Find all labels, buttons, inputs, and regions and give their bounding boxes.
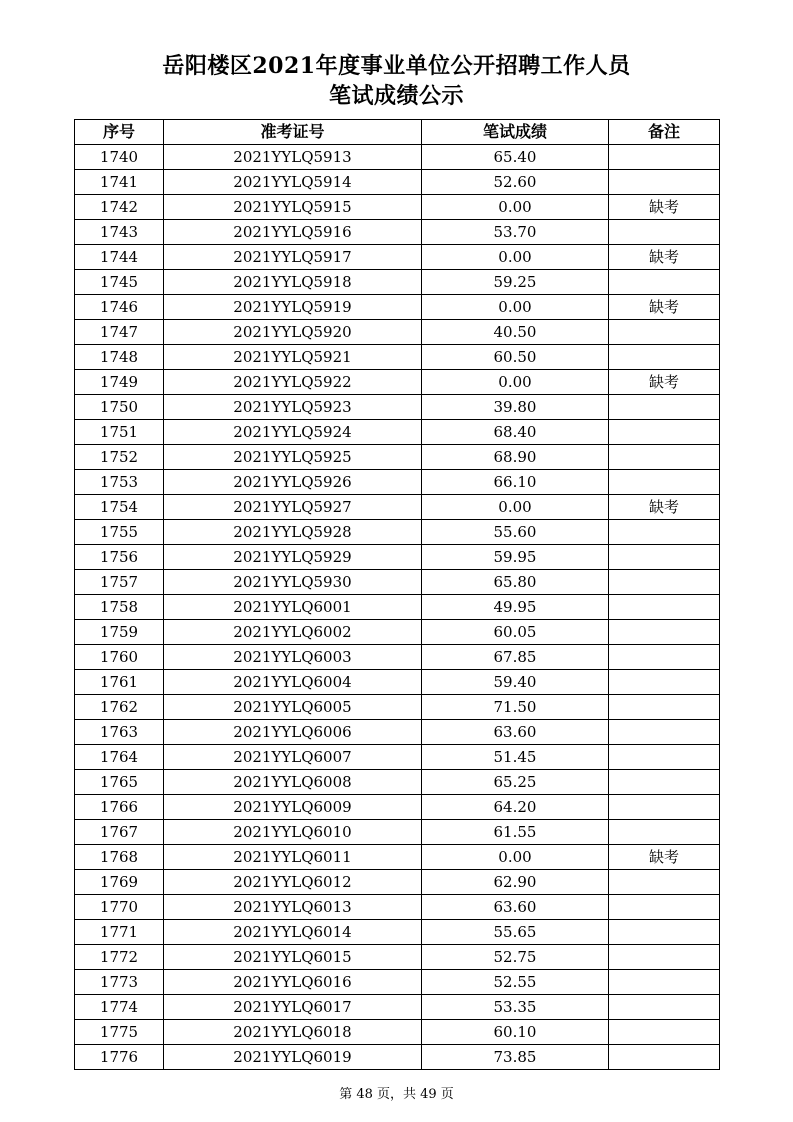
cell-score: 63.60 <box>422 895 609 920</box>
cell-seq: 1751 <box>75 420 164 445</box>
table-row <box>75 770 720 795</box>
cell-score: 65.80 <box>422 570 609 595</box>
cell-seq: 1773 <box>75 970 164 995</box>
table-row <box>75 195 720 220</box>
cell-score: 53.70 <box>422 220 609 245</box>
table-row <box>75 745 720 770</box>
cell-score: 59.95 <box>422 545 609 570</box>
cell-seq: 1757 <box>75 570 164 595</box>
cell-note <box>609 395 720 420</box>
cell-seq: 1744 <box>75 245 164 270</box>
cell-exam-id: 2021YYLQ6007 <box>164 745 422 770</box>
cell-score: 65.25 <box>422 770 609 795</box>
cell-exam-id: 2021YYLQ5927 <box>164 495 422 520</box>
cell-exam-id: 2021YYLQ5923 <box>164 395 422 420</box>
cell-exam-id: 2021YYLQ6008 <box>164 770 422 795</box>
cell-score: 49.95 <box>422 595 609 620</box>
header-note: 备注 <box>609 120 720 145</box>
table-row <box>75 570 720 595</box>
cell-score: 65.40 <box>422 145 609 170</box>
cell-seq: 1771 <box>75 920 164 945</box>
cell-score: 60.10 <box>422 1020 609 1045</box>
cell-seq: 1752 <box>75 445 164 470</box>
cell-score: 0.00 <box>422 295 609 320</box>
cell-score: 55.65 <box>422 920 609 945</box>
scores-table <box>74 119 720 1070</box>
cell-exam-id: 2021YYLQ5930 <box>164 570 422 595</box>
cell-score: 0.00 <box>422 845 609 870</box>
cell-note <box>609 220 720 245</box>
cell-score: 0.00 <box>422 245 609 270</box>
cell-score: 73.85 <box>422 1045 609 1070</box>
cell-exam-id: 2021YYLQ5916 <box>164 220 422 245</box>
cell-score: 52.60 <box>422 170 609 195</box>
cell-note <box>609 945 720 970</box>
cell-seq: 1741 <box>75 170 164 195</box>
cell-score: 0.00 <box>422 195 609 220</box>
cell-exam-id: 2021YYLQ5925 <box>164 445 422 470</box>
cell-score: 52.75 <box>422 945 609 970</box>
table-row <box>75 645 720 670</box>
cell-seq: 1759 <box>75 620 164 645</box>
cell-seq: 1766 <box>75 795 164 820</box>
cell-exam-id: 2021YYLQ5915 <box>164 195 422 220</box>
cell-note <box>609 445 720 470</box>
cell-note <box>609 970 720 995</box>
cell-note <box>609 470 720 495</box>
cell-seq: 1758 <box>75 595 164 620</box>
table-header-row <box>75 120 720 145</box>
cell-exam-id: 2021YYLQ5914 <box>164 170 422 195</box>
cell-score: 59.25 <box>422 270 609 295</box>
cell-exam-id: 2021YYLQ5918 <box>164 270 422 295</box>
cell-exam-id: 2021YYLQ5924 <box>164 420 422 445</box>
table-row <box>75 820 720 845</box>
cell-seq: 1742 <box>75 195 164 220</box>
cell-seq: 1775 <box>75 1020 164 1045</box>
cell-score: 51.45 <box>422 745 609 770</box>
cell-exam-id: 2021YYLQ6016 <box>164 970 422 995</box>
cell-score: 60.05 <box>422 620 609 645</box>
cell-score: 39.80 <box>422 395 609 420</box>
cell-seq: 1749 <box>75 370 164 395</box>
table-row <box>75 995 720 1020</box>
cell-exam-id: 2021YYLQ5913 <box>164 145 422 170</box>
cell-score: 66.10 <box>422 470 609 495</box>
table-row <box>75 545 720 570</box>
cell-exam-id: 2021YYLQ6015 <box>164 945 422 970</box>
cell-seq: 1763 <box>75 720 164 745</box>
header-seq: 序号 <box>75 120 164 145</box>
cell-note <box>609 570 720 595</box>
cell-seq: 1776 <box>75 1045 164 1070</box>
cell-seq: 1743 <box>75 220 164 245</box>
cell-score: 61.55 <box>422 820 609 845</box>
table-row <box>75 495 720 520</box>
cell-score: 55.60 <box>422 520 609 545</box>
cell-score: 40.50 <box>422 320 609 345</box>
cell-exam-id: 2021YYLQ5917 <box>164 245 422 270</box>
table-row <box>75 670 720 695</box>
cell-seq: 1740 <box>75 145 164 170</box>
table-row <box>75 1020 720 1045</box>
cell-seq: 1761 <box>75 670 164 695</box>
cell-note: 缺考 <box>609 845 720 870</box>
cell-note <box>609 170 720 195</box>
cell-score: 64.20 <box>422 795 609 820</box>
cell-seq: 1754 <box>75 495 164 520</box>
cell-exam-id: 2021YYLQ5922 <box>164 370 422 395</box>
page-subtitle: 笔试成绩公示 <box>328 83 464 109</box>
cell-exam-id: 2021YYLQ6009 <box>164 795 422 820</box>
table-row <box>75 620 720 645</box>
cell-seq: 1774 <box>75 995 164 1020</box>
cell-score: 63.60 <box>422 720 609 745</box>
table-row <box>75 245 720 270</box>
cell-exam-id: 2021YYLQ5929 <box>164 545 422 570</box>
cell-seq: 1772 <box>75 945 164 970</box>
cell-exam-id: 2021YYLQ5921 <box>164 345 422 370</box>
page-number: 第 48 页，共 49 页 <box>339 1087 454 1102</box>
cell-note <box>609 270 720 295</box>
cell-seq: 1770 <box>75 895 164 920</box>
cell-score: 0.00 <box>422 370 609 395</box>
cell-score: 71.50 <box>422 695 609 720</box>
cell-seq: 1768 <box>75 845 164 870</box>
cell-note <box>609 545 720 570</box>
cell-seq: 1748 <box>75 345 164 370</box>
cell-note <box>609 320 720 345</box>
cell-note: 缺考 <box>609 370 720 395</box>
cell-score: 68.40 <box>422 420 609 445</box>
table-row <box>75 870 720 895</box>
cell-exam-id: 2021YYLQ6006 <box>164 720 422 745</box>
cell-seq: 1765 <box>75 770 164 795</box>
cell-exam-id: 2021YYLQ5919 <box>164 295 422 320</box>
cell-score: 67.85 <box>422 645 609 670</box>
cell-note <box>609 870 720 895</box>
table-row <box>75 145 720 170</box>
cell-exam-id: 2021YYLQ6002 <box>164 620 422 645</box>
cell-exam-id: 2021YYLQ6011 <box>164 845 422 870</box>
table-row <box>75 1045 720 1070</box>
cell-seq: 1747 <box>75 320 164 345</box>
cell-note <box>609 670 720 695</box>
table-row <box>75 395 720 420</box>
header-exam-id: 准考证号 <box>164 120 422 145</box>
cell-seq: 1756 <box>75 545 164 570</box>
cell-score: 62.90 <box>422 870 609 895</box>
cell-exam-id: 2021YYLQ6019 <box>164 1045 422 1070</box>
cell-seq: 1746 <box>75 295 164 320</box>
cell-note <box>609 1020 720 1045</box>
cell-note <box>609 345 720 370</box>
cell-exam-id: 2021YYLQ6004 <box>164 670 422 695</box>
cell-exam-id: 2021YYLQ6013 <box>164 895 422 920</box>
table-row <box>75 420 720 445</box>
cell-exam-id: 2021YYLQ6014 <box>164 920 422 945</box>
cell-note <box>609 770 720 795</box>
cell-note <box>609 1045 720 1070</box>
cell-note: 缺考 <box>609 245 720 270</box>
table-row <box>75 920 720 945</box>
table-row <box>75 720 720 745</box>
table-row <box>75 945 720 970</box>
cell-score: 60.50 <box>422 345 609 370</box>
cell-seq: 1764 <box>75 745 164 770</box>
cell-score: 0.00 <box>422 495 609 520</box>
table-row <box>75 220 720 245</box>
cell-note <box>609 645 720 670</box>
cell-note: 缺考 <box>609 295 720 320</box>
table-body <box>75 145 720 1070</box>
table-row <box>75 470 720 495</box>
cell-score: 59.40 <box>422 670 609 695</box>
cell-seq: 1760 <box>75 645 164 670</box>
table-row <box>75 170 720 195</box>
cell-note <box>609 995 720 1020</box>
cell-seq: 1753 <box>75 470 164 495</box>
cell-seq: 1755 <box>75 520 164 545</box>
cell-exam-id: 2021YYLQ6005 <box>164 695 422 720</box>
cell-exam-id: 2021YYLQ6001 <box>164 595 422 620</box>
page-title: 岳阳楼区2021年度事业单位公开招聘工作人员 <box>162 53 631 79</box>
cell-note <box>609 745 720 770</box>
cell-score: 68.90 <box>422 445 609 470</box>
cell-exam-id: 2021YYLQ6012 <box>164 870 422 895</box>
cell-seq: 1769 <box>75 870 164 895</box>
table-row <box>75 595 720 620</box>
cell-note <box>609 595 720 620</box>
header-score: 笔试成绩 <box>422 120 609 145</box>
table-row <box>75 845 720 870</box>
cell-note <box>609 420 720 445</box>
cell-seq: 1750 <box>75 395 164 420</box>
table-row <box>75 370 720 395</box>
cell-exam-id: 2021YYLQ6010 <box>164 820 422 845</box>
cell-seq: 1745 <box>75 270 164 295</box>
table-row <box>75 445 720 470</box>
cell-exam-id: 2021YYLQ5920 <box>164 320 422 345</box>
cell-exam-id: 2021YYLQ5926 <box>164 470 422 495</box>
cell-note <box>609 920 720 945</box>
cell-note <box>609 520 720 545</box>
cell-note: 缺考 <box>609 495 720 520</box>
table-row <box>75 795 720 820</box>
cell-seq: 1762 <box>75 695 164 720</box>
cell-note <box>609 895 720 920</box>
cell-note <box>609 820 720 845</box>
cell-score: 53.35 <box>422 995 609 1020</box>
cell-exam-id: 2021YYLQ6003 <box>164 645 422 670</box>
table-row <box>75 345 720 370</box>
cell-note <box>609 145 720 170</box>
table-row <box>75 320 720 345</box>
cell-exam-id: 2021YYLQ5928 <box>164 520 422 545</box>
table-row <box>75 295 720 320</box>
cell-note: 缺考 <box>609 195 720 220</box>
table-row <box>75 970 720 995</box>
cell-seq: 1767 <box>75 820 164 845</box>
table-row <box>75 270 720 295</box>
cell-exam-id: 2021YYLQ6017 <box>164 995 422 1020</box>
table-row <box>75 895 720 920</box>
cell-note <box>609 695 720 720</box>
cell-note <box>609 620 720 645</box>
cell-score: 52.55 <box>422 970 609 995</box>
table-row <box>75 695 720 720</box>
cell-exam-id: 2021YYLQ6018 <box>164 1020 422 1045</box>
cell-note <box>609 795 720 820</box>
table-row <box>75 520 720 545</box>
cell-note <box>609 720 720 745</box>
